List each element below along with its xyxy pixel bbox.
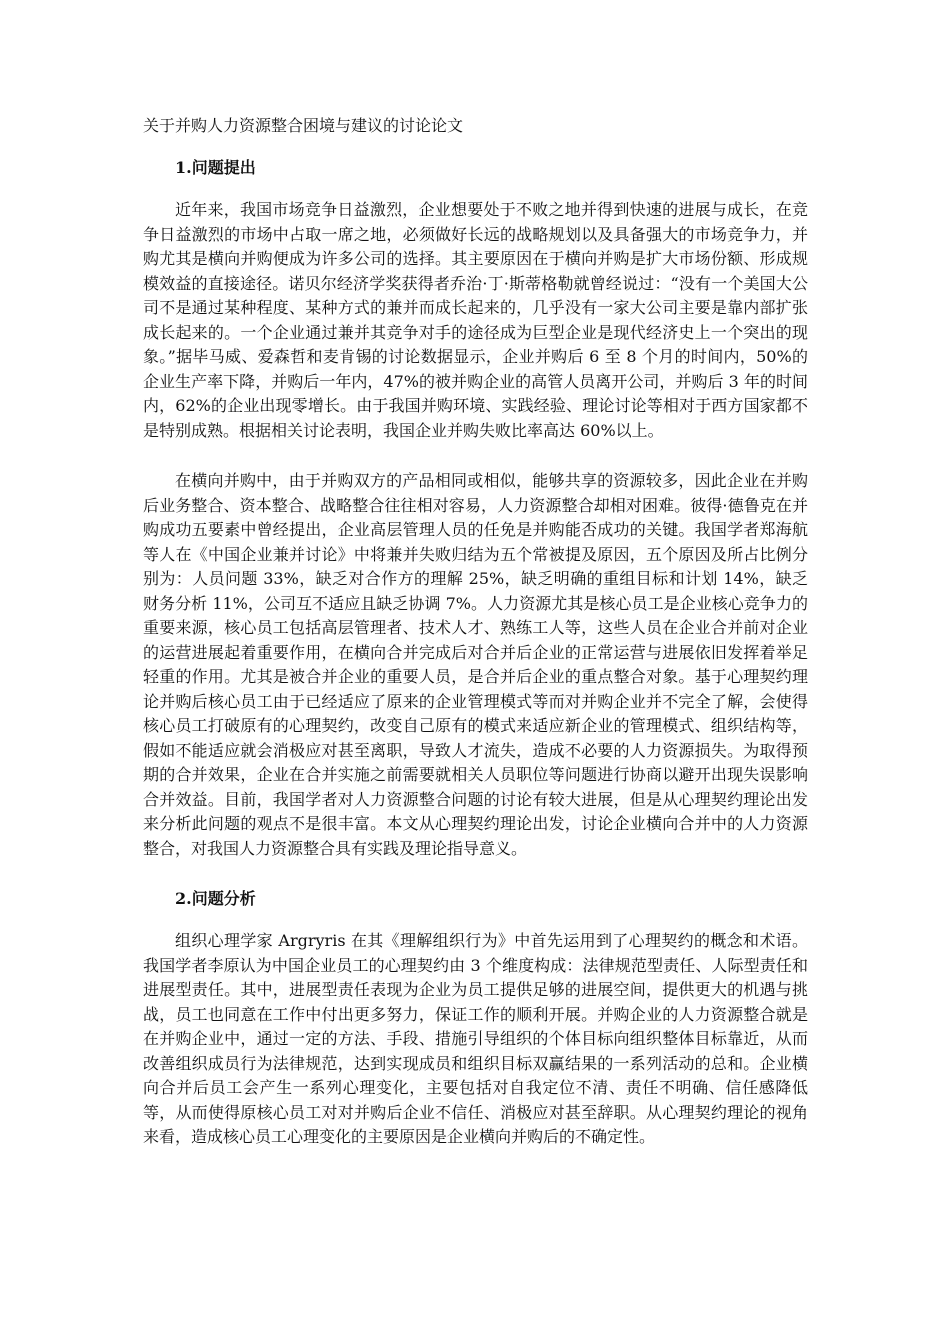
paragraph-3: 组织心理学家 Argryris 在其《理解组织行为》中首先运用到了心理契约的概念和术语。我国学者李原认为中国企业员工的心理契约由 3 个维度构成：法律规范型责任、人际型责任和进展型责任。其中，进展型责任表现为企业为员工提供足够的进展空间，提供更大的机遇与挑战，员工也同意在工作中付出更多努力，保证工作的顺利开展。并购企业的人力资源整合就是在并购企业中，通过一定的方法、手段、措施引导组织的个体目标向组织整体目标靠近，从而改善组织成员行为法律规范，达到实现成员和组织目标双赢结果的一系列活动的总和。企业横向合并后员工会产生一系列心理变化，主要包括对自我定位不清、责任不明确、信任感降低等，从而使得原核心员工对对并购后企业不信任、消极应对甚至辞职。从心理契约理论的视角来看，造成核心员工心理变化的主要原因是企业横向并购后的不确定性。 bbox=[143, 931, 808, 1146]
paragraph-1: 近年来，我国市场竞争日益激烈，企业想要处于不败之地并得到快速的进展与成长，在竞争日益激烈的市场中占取一席之地，必须做好长远的战略规划以及具备强大的市场竞争力，并购尤其是横向并购便成为许多公司的选择。其主要原因在于横向并购是扩大市场份额、形成规模效益的直接途径。诺贝尔经济学奖获得者乔治·丁·斯蒂格勒就曾经说过：“没有一个美国大公司不是通过某种程度、某种方式的兼并而成长起来的，几乎没有一家大公司主要是靠内部扩张成长起来的。一个企业通过兼并其竞争对手的途径成为巨型企业是现代经济史上一个突出的现象。”据毕马威、爱森哲和麦肯锡的讨论数据显示，企业并购后 6 至 8 个月的时间内，50%的企业生产率下降，并购后一年内，47%的被并购企业的高管人员离开公司，并购后 3 年的时间内，62%的企业出现零增长。由于我国并购环境、实践经验、理论讨论等相对于西方国家都不是特别成熟。根据相关讨论表明，我国企业并购失败比率高达 60%以上。 bbox=[143, 200, 808, 440]
section-heading-1: 1.问题提出 bbox=[175, 158, 256, 177]
document-title: 关于并购人力资源整合困境与建议的讨论论文 bbox=[143, 116, 464, 135]
section-heading-2: 2.问题分析 bbox=[175, 889, 256, 908]
document-body bbox=[143, 114, 808, 1176]
paragraph-2: 在横向并购中，由于并购双方的产品相同或相似，能够共享的资源较多，因此企业在并购后业务整合、资本整合、战略整合往往相对容易，人力资源整合却相对困难。彼得·德鲁克在并购成功五要素中曾经提出，企业高层管理人员的任免是并购能否成功的关键。我国学者郑海航等人在《中国企业兼并讨论》中将兼并失败归结为五个常被提及原因，五个原因及所占比例分别为：人员问题 33%，缺乏对合作方的理解 25%，缺乏明确的重组目标和计划 14%，缺乏财务分析 11%，公司互不适应且缺乏协调 7%。人力资源尤其是核心员工是企业核心竞争力的重要来源，核心员工包括高层管理者、技术人才、熟练工人等，这些人员在企业合并前对企业的运营进展起着重要作用，在横向合并完成后对合并后企业的正常运营与进展依旧发挥着举足轻重的作用。尤其是被合并企业的重要人员，是合并后企业的重点整合对象。基于心理契约理论并购后核心员工由于已经适应了原来的企业管理模式等而对并购企业并不完全了解，会使得核心员工打破原有的心理契约，改变自己原有的模式来适应新企业的管理模式、组织结构等，假如不能适应就会消极应对甚至离职，导致人才流失，造成不必要的人力资源损失。为取得预期的合并效果，企业在合并实施之前需要就相关人员职位等问题进行协商以避开出现失误影响合并效益。目前，我国学者对人力资源整合问题的讨论有较大进展，但是从心理契约理论出发来分析此问题的观点不是很丰富。本文从心理契约理论出发，讨论企业横向合并中的人力资源整合，对我国人力资源整合具有实践及理论指导意义。 bbox=[143, 471, 808, 858]
